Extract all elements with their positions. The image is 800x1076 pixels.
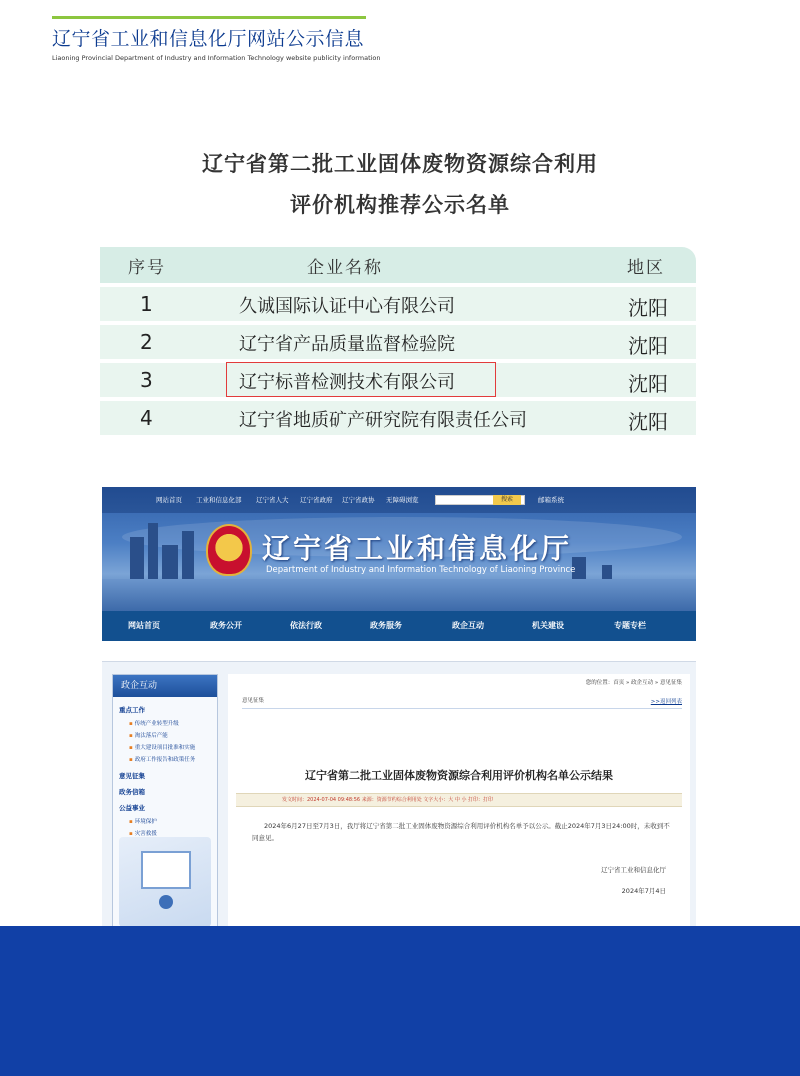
sidebar-sub-item[interactable]: ▪ 灾害救援	[129, 829, 157, 837]
person-icon	[159, 895, 173, 909]
topnav-home[interactable]: 网站首页	[156, 496, 182, 504]
sidebar-item-public-welfare[interactable]: 公益事业	[119, 804, 145, 812]
national-emblem-icon	[206, 524, 252, 576]
main-title-line1: 辽宁省第二批工业固体废物资源综合利用	[202, 152, 598, 176]
site-title-en: Department of Industry and Information Technology of Liaoning Province	[266, 565, 576, 575]
sidebar-item-opinion[interactable]: 意见征集	[119, 772, 145, 780]
topnav-npc[interactable]: 辽宁省人大	[256, 496, 289, 504]
cell-area: 沈阳	[628, 410, 668, 434]
article-title: 辽宁省第二批工业固体废物资源综合利用评价机构名单公示结果	[305, 769, 613, 782]
sidebar-sub-item[interactable]: ▪ 重大建设项目批准和实施	[129, 743, 195, 751]
site-banner	[102, 487, 696, 611]
mainnav-law[interactable]: 依法行政	[290, 621, 322, 630]
sidebar-illustration	[119, 837, 211, 927]
mainnav-open[interactable]: 政务公开	[210, 621, 242, 630]
website-screenshot	[102, 487, 696, 962]
header-area: 地区	[627, 258, 665, 278]
cell-name: 辽宁省产品质量监督检验院	[239, 334, 455, 355]
site-title: 辽宁省工业和信息化厅	[262, 532, 573, 565]
site-main-nav	[102, 611, 696, 641]
signature-date: 2024年7月4日	[621, 887, 666, 895]
table-row	[100, 401, 696, 435]
main-title-line2: 评价机构推荐公示名单	[290, 193, 510, 217]
topnav-gov[interactable]: 辽宁省政府	[300, 496, 333, 504]
back-to-list-link[interactable]: >>返回列表	[650, 699, 682, 705]
sidebar-item-key-work[interactable]: 重点工作	[119, 706, 145, 714]
header-name: 企业名称	[307, 258, 383, 278]
table-row	[100, 325, 696, 359]
topnav-miit[interactable]: 工业和信息化部	[196, 496, 242, 504]
topnav-cppcc[interactable]: 辽宁省政协	[342, 496, 375, 504]
sidebar-sub-item[interactable]: ▪ 政府工作报告和政策任务	[129, 755, 195, 763]
topnav-mail[interactable]: 邮箱系统	[538, 496, 564, 504]
site-body	[102, 661, 696, 962]
header-subtitle: Liaoning Provincial Department of Industry and Information Technology website publicity information	[52, 54, 381, 62]
mainnav-build[interactable]: 机关建设	[532, 621, 564, 630]
sidebar-sub-item[interactable]: ▪ 传统产业转型升级	[129, 719, 179, 727]
cell-name: 辽宁标普检测技术有限公司	[239, 372, 455, 393]
mainnav-service[interactable]: 政务服务	[370, 621, 402, 630]
table-row	[100, 287, 696, 321]
breadcrumb: 您的位置：首页 » 政企互动 » 意见征集	[585, 680, 682, 686]
cell-name: 久诚国际认证中心有限公司	[239, 296, 455, 317]
sidebar-item-mailbox[interactable]: 政务信箱	[119, 788, 145, 796]
cell-area: 沈阳	[628, 334, 668, 358]
city-building	[148, 523, 158, 587]
site-top-nav	[102, 487, 696, 513]
header-no: 序号	[128, 258, 166, 278]
table-header	[100, 247, 696, 283]
footer-band	[0, 926, 800, 1076]
article-body: 2024年6月27日至7月3日，我厅将辽宁省第二批工业固体废物资源综合利用评价机构名单予以公示。截止2024年7月3日24:00时，未收到不同意见。	[252, 822, 670, 842]
article-panel	[228, 674, 690, 962]
mainnav-interact[interactable]: 政企互动	[452, 621, 484, 630]
cell-no: 4	[140, 406, 153, 430]
cell-name: 辽宁省地质矿产研究院有限责任公司	[239, 410, 527, 431]
article-tab: 意见征集	[242, 698, 265, 704]
mainnav-home[interactable]: 网站首页	[128, 621, 160, 630]
topnav-accessibility[interactable]: 无障碍浏览	[386, 496, 419, 504]
recommendation-table	[100, 247, 696, 435]
signature-org: 辽宁省工业和信息化厅	[601, 866, 666, 874]
highlight-box	[226, 362, 496, 397]
cell-no: 1	[140, 292, 153, 316]
sidebar-title: 政企互动	[113, 675, 217, 697]
site-sidebar	[112, 674, 218, 944]
divider	[242, 708, 682, 709]
cell-area: 沈阳	[628, 296, 668, 320]
header-title: 辽宁省工业和信息化厅网站公示信息	[52, 28, 365, 50]
banner-water	[102, 579, 696, 611]
site-gap	[102, 641, 696, 661]
cell-no: 2	[140, 330, 153, 354]
sidebar-sub-item[interactable]: ▪ 淘汰落后产能	[129, 731, 168, 739]
article-meta: 发文时间：2024-07-04 09:48:56 来源：资源节约综合利用处 文字大小：大 中 小 打印：打印	[236, 793, 682, 807]
site-search-button[interactable]: 搜索	[493, 495, 521, 505]
mainnav-topics[interactable]: 专题专栏	[614, 621, 646, 630]
monitor-icon	[141, 851, 191, 889]
header-accent-line	[52, 16, 366, 19]
cell-area: 沈阳	[628, 372, 668, 396]
sidebar-sub-item[interactable]: ▪ 环境保护	[129, 817, 157, 825]
cell-no: 3	[140, 368, 153, 392]
